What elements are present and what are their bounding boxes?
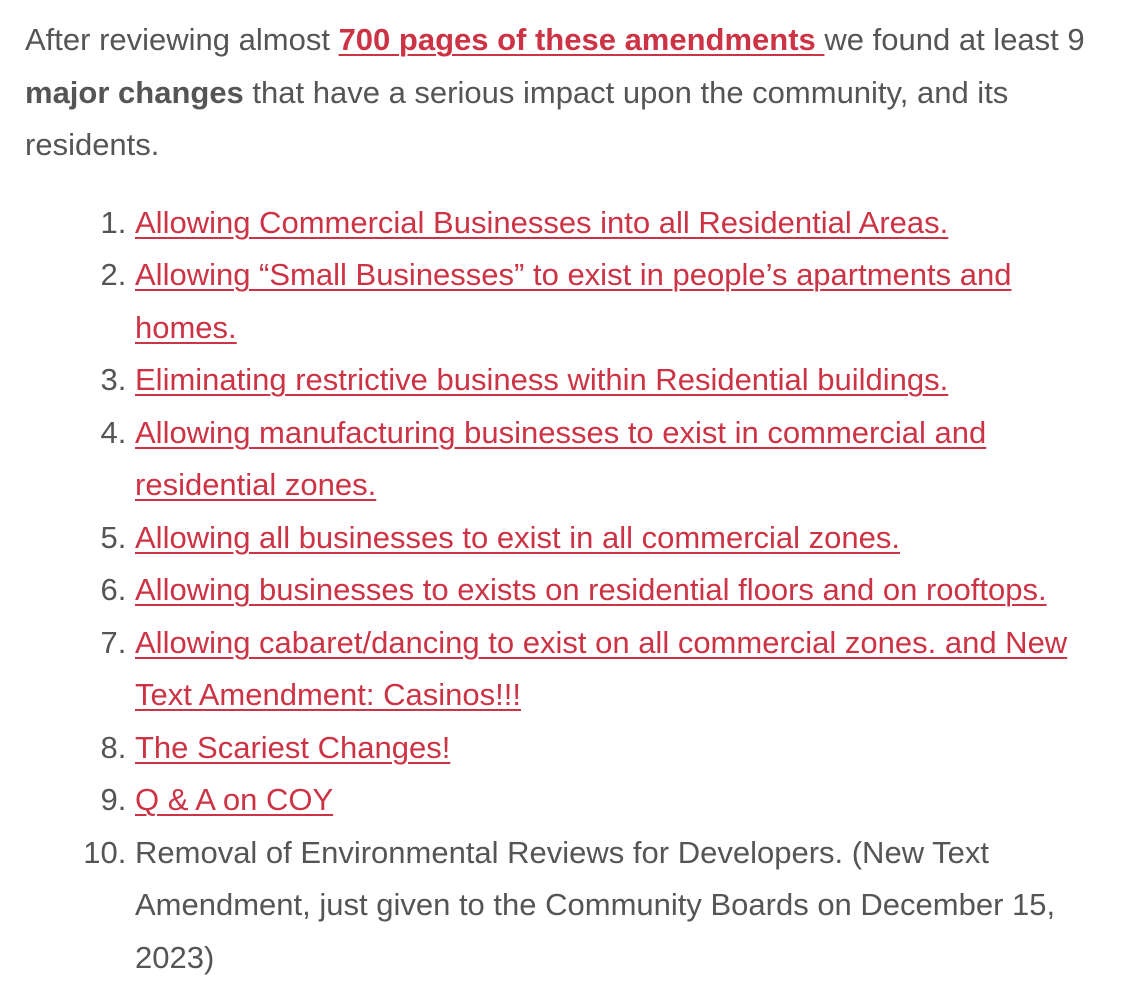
change-link-5[interactable]: Allowing all businesses to exist in all commercial zones. — [135, 519, 900, 555]
change-text-10: Removal of Environmental Reviews for Developers. (New Text Amendment, just given to the Community Boards on December 15, 2023) — [135, 834, 1056, 975]
change-link-6[interactable]: Allowing businesses to exists on residential floors and on rooftops. — [135, 572, 1047, 607]
change-link-4[interactable]: Allowing manufacturing businesses to exist in commercial and residential zones. — [135, 414, 987, 502]
intro-bold-text: major changes — [25, 74, 244, 110]
list-item — [135, 722, 1106, 775]
amendments-pages-link[interactable]: 700 pages of these amendments — [338, 22, 825, 57]
change-link-9[interactable]: Q & A on COY — [135, 782, 334, 817]
change-link-2[interactable]: Allowing “Small Businesses” to exist in people’s apartments and homes. — [135, 257, 1012, 345]
major-changes-list — [25, 197, 1106, 985]
list-item — [135, 827, 1106, 985]
list-item — [135, 407, 1106, 512]
list-item — [135, 774, 1106, 827]
list-item — [135, 617, 1106, 722]
list-item — [135, 249, 1106, 354]
change-link-1[interactable]: Allowing Commercial Businesses into all Residential Areas. — [135, 204, 949, 240]
list-item — [135, 512, 1106, 565]
list-item — [135, 354, 1106, 407]
change-link-8[interactable]: The Scariest Changes! — [135, 729, 451, 765]
change-link-3[interactable]: Eliminating restrictive business within Residential buildings. — [135, 362, 949, 397]
intro-paragraph — [25, 14, 1106, 172]
intro-after-bold: that have a serious impact upon the community, and its residents. — [25, 74, 1009, 162]
list-item — [135, 564, 1106, 617]
list-item — [135, 197, 1106, 250]
intro-before-link: After reviewing almost — [25, 22, 339, 57]
change-link-7[interactable]: Allowing cabaret/dancing to exist on all commercial zones. and New Text Amendment: Casinos!!! — [135, 624, 1068, 712]
intro-after-link: we found at least 9 — [824, 22, 1085, 57]
